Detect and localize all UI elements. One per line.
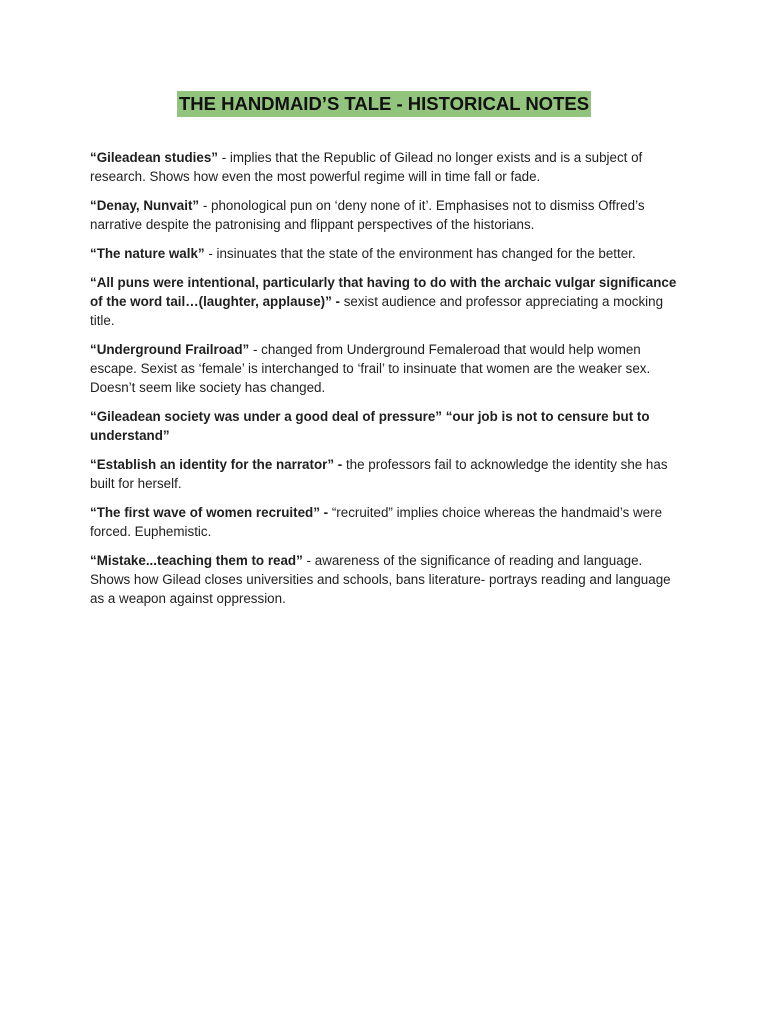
note-paragraph — [90, 455, 680, 493]
note-comment: the professors fail to acknowledge the identity she has built for herself. — [90, 457, 668, 491]
note-paragraph — [90, 551, 680, 608]
note-quote: “All puns were intentional, particularly that having to do with the archaic vulgar significance of the word tail…(laughter, applause)” - — [90, 275, 677, 309]
notes-list — [90, 148, 680, 618]
note-paragraph — [90, 407, 680, 445]
note-comment: - phonological pun on ‘deny none of it’. Emphasises not to dismiss Offred’s narrative despite the patronising and flippant perspectives of the historians. — [90, 198, 645, 232]
note-comment: “recruited” implies choice whereas the handmaid’s were forced. Euphemistic. — [90, 505, 663, 539]
note-comment: - implies that the Republic of Gilead no longer exists and is a subject of research. Shows how even the most powerful regime will in time fall or fade. — [90, 150, 643, 184]
note-quote: “Gileadean studies” — [90, 150, 218, 165]
note-paragraph — [90, 340, 680, 397]
note-paragraph — [90, 148, 680, 186]
note-comment: - insinuates that the state of the environment has changed for the better. — [204, 246, 636, 261]
note-quote: “The first wave of women recruited” - — [90, 505, 329, 520]
note-quote: “Mistake...teaching them to read” — [90, 553, 303, 568]
note-paragraph — [90, 244, 680, 263]
note-comment: - awareness of the significance of reading and language. Shows how Gilead closes universities and schools, bans literature- portrays reading and language as a weapon against oppression. — [90, 553, 671, 606]
note-quote: “Denay, Nunvait” — [90, 198, 200, 213]
note-comment: sexist audience and professor appreciating a mocking title. — [90, 294, 664, 328]
note-paragraph — [90, 273, 680, 330]
note-quote: “Gileadean society was under a good deal of pressure” “our job is not to censure but to understand” — [90, 409, 650, 443]
page-title: THE HANDMAID’S TALE - HISTORICAL NOTES — [177, 91, 591, 117]
title-wrapper — [0, 91, 768, 117]
note-paragraph — [90, 196, 680, 234]
note-paragraph — [90, 503, 680, 541]
note-quote: “Underground Frailroad” — [90, 342, 250, 357]
note-quote: “The nature walk” — [90, 246, 205, 261]
note-comment: - changed from Underground Femaleroad that would help women escape. Sexist as ‘female’ is interchanged to ‘frail’ to insinuate that women are the weaker sex. Doesn’t seem like society has changed. — [90, 342, 651, 395]
note-quote: “Establish an identity for the narrator” - — [90, 457, 343, 472]
